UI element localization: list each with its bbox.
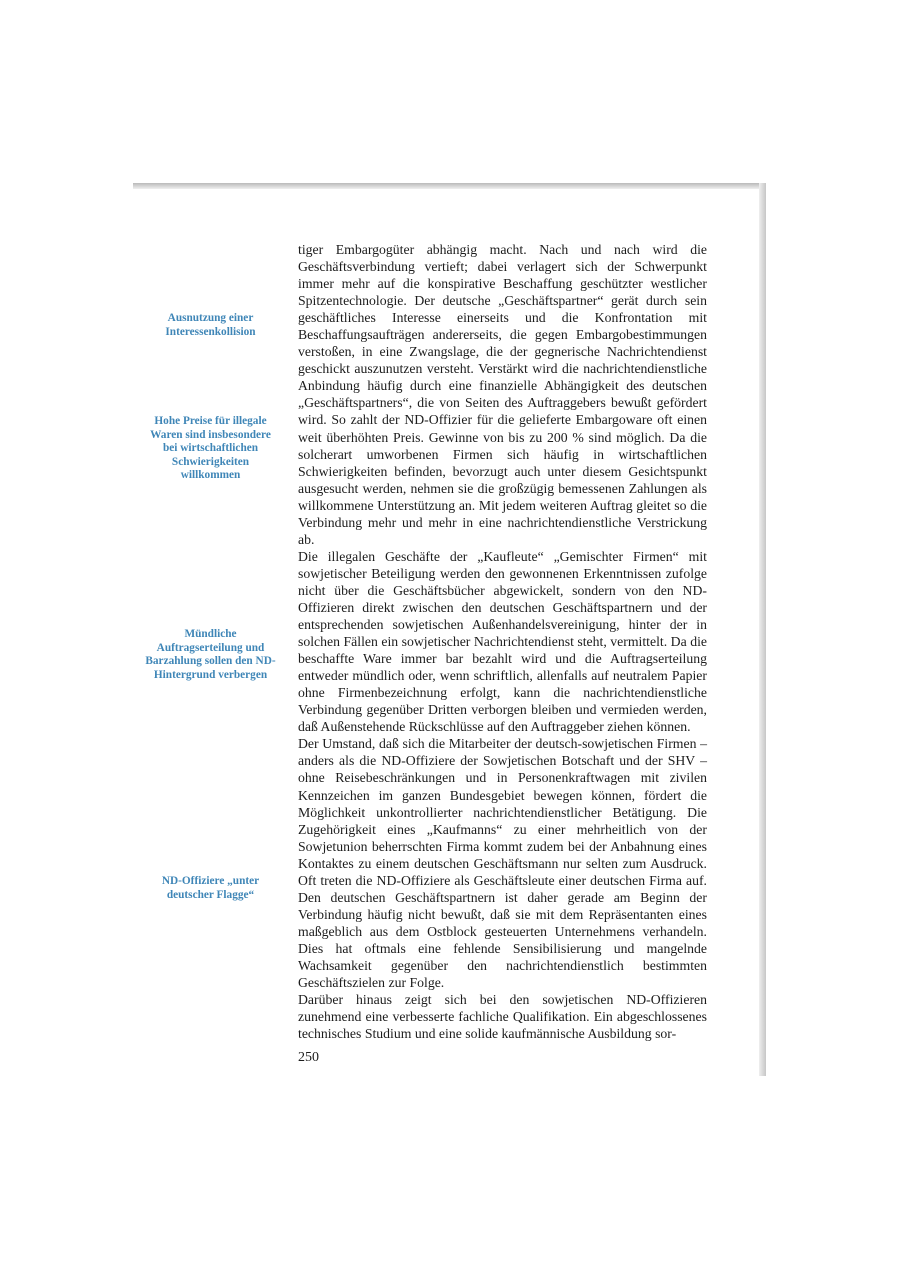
sidenote-hohe-preise: Hohe Preise für illegale Waren sind insbesondere bei wirtschaftlichen Schwierigkeiten willkommen	[150, 415, 271, 482]
paragraph: Der Umstand, daß sich die Mitarbeiter der deutsch-sowjetischen Firmen – anders als die ND-Offiziere der Sowjetischen Botschaft und der SHV – ohne Reisebeschränkungen und in Personenkraftwagen mit zivilen Kennzeichen im ganzen Bundesgebiet bewegen können, fördert die Möglichkeit unkontrollierter nachrichtendienstlicher Betätigung. Die Zugehörigkeit eines „Kaufmanns“ zu einer mehrheitlich von der Sowjetunion beherrschten Firma kommt zudem bei der Anbahnung eines Kontaktes zu einem deutschen Geschäftsmann nur selten zum Ausdruck. Oft treten die ND-Offiziere als Geschäftsleute einer deutschen Firma auf. Den deutschen Geschäftspartnern ist daher gerade am Beginn der Verbindung häufig nicht bewußt, daß sie mit dem Repräsentanten eines maßgeblich aus dem Ostblock gesteuerten Unternehmens verhandeln. Dies hat oftmals eine fehlende Sensibilisierung und mangelnde Wachsamkeit gegenüber den nachrichtendienstlich bestimmten Geschäftszielen zur Folge.	[298, 736, 707, 991]
page-edge-top	[133, 183, 765, 189]
sidenote-nd-offiziere: ND-Offiziere „unter deutscher Flagge“	[161, 875, 260, 901]
paragraph: Die illegalen Geschäfte der „Kaufleute“ „Gemischter Firmen“ mit sowjetischer Beteiligung werden den gewonnenen Erkenntnissen zufolge nicht über die Geschäftsbücher abgewickelt, sondern von den ND-Offizieren direkt zwischen den deutschen Geschäftspartnern und der entsprechenden sowjetischen Außenhandelsvereinigung, hinter der in solchen Fällen ein sowjetischer Nachrichtendienst steht, vermittelt. Da die beschaffte Ware immer bar bezahlt wird und die Auftragserteilung entweder mündlich oder, wenn schriftlich, allenfalls auf neutralem Papier ohne Firmenbezeichnung erfolgt, kann die nachrichtendienstliche Verbindung gegenüber Dritten verborgen bleiben und vermieden werden, daß Außenstehende Rückschlüsse auf den Auftraggeber ziehen können.	[298, 548, 707, 735]
body-text	[298, 241, 707, 1042]
sidenote-interessenkollision: Ausnutzung einer Interessenkollision	[165, 312, 256, 338]
paragraph: Darüber hinaus zeigt sich bei den sowjetischen ND-Offizieren zunehmend eine verbesserte fachliche Qualifikation. Ein abgeschlossenes technisches Studium und eine solide kaufmännische Ausbildung sor-	[298, 992, 707, 1042]
page-edge-right	[759, 183, 766, 1076]
page-number: 250	[298, 1050, 319, 1065]
paragraph: tiger Embargogüter abhängig macht. Nach und nach wird die Geschäftsverbindung vertieft; dabei verlagert sich der Schwerpunkt immer mehr auf die konspirative Beschaffung geschützter westlicher Spitzentechnologie. Der deutsche „Geschäftspartner“ gerät durch sein geschäftliches Interesse einerseits und die Konfrontation mit Beschaffungsaufträgen andererseits, die gegen Embargobestimmungen verstoßen, in eine Zwangslage, die der gegnerische Nachrichtendienst geschickt auszunutzen versteht. Verstärkt wird die nachrichtendienstliche Anbindung häufig durch eine finanzielle Abhängigkeit des deutschen „Geschäftspartners“, die von Seiten des Auftraggebers bewußt gefördert wird. So zahlt der ND-Offizier für die gelieferte Embargoware oft einen weit überhöhten Preis. Gewinne von bis zu 200 % sind möglich. Da die solcherart umworbenen Firmen sich häufig in wirtschaftlichen Schwierigkeiten befinden, bevorzugt auch unter diesem Gesichtspunkt ausgesucht werden, nehmen sie die großzügig bemessenen Zahlungen als willkommene Unterstützung an. Mit jedem weiteren Auftrag gleitet so die Verbindung mehr und mehr in eine nachrichtendienstliche Verstrickung ab.	[298, 242, 707, 547]
sidenote-muendliche-auftragserteilung: Mündliche Auftragserteilung und Barzahlung sollen den ND-Hintergrund verbergen	[145, 628, 276, 681]
